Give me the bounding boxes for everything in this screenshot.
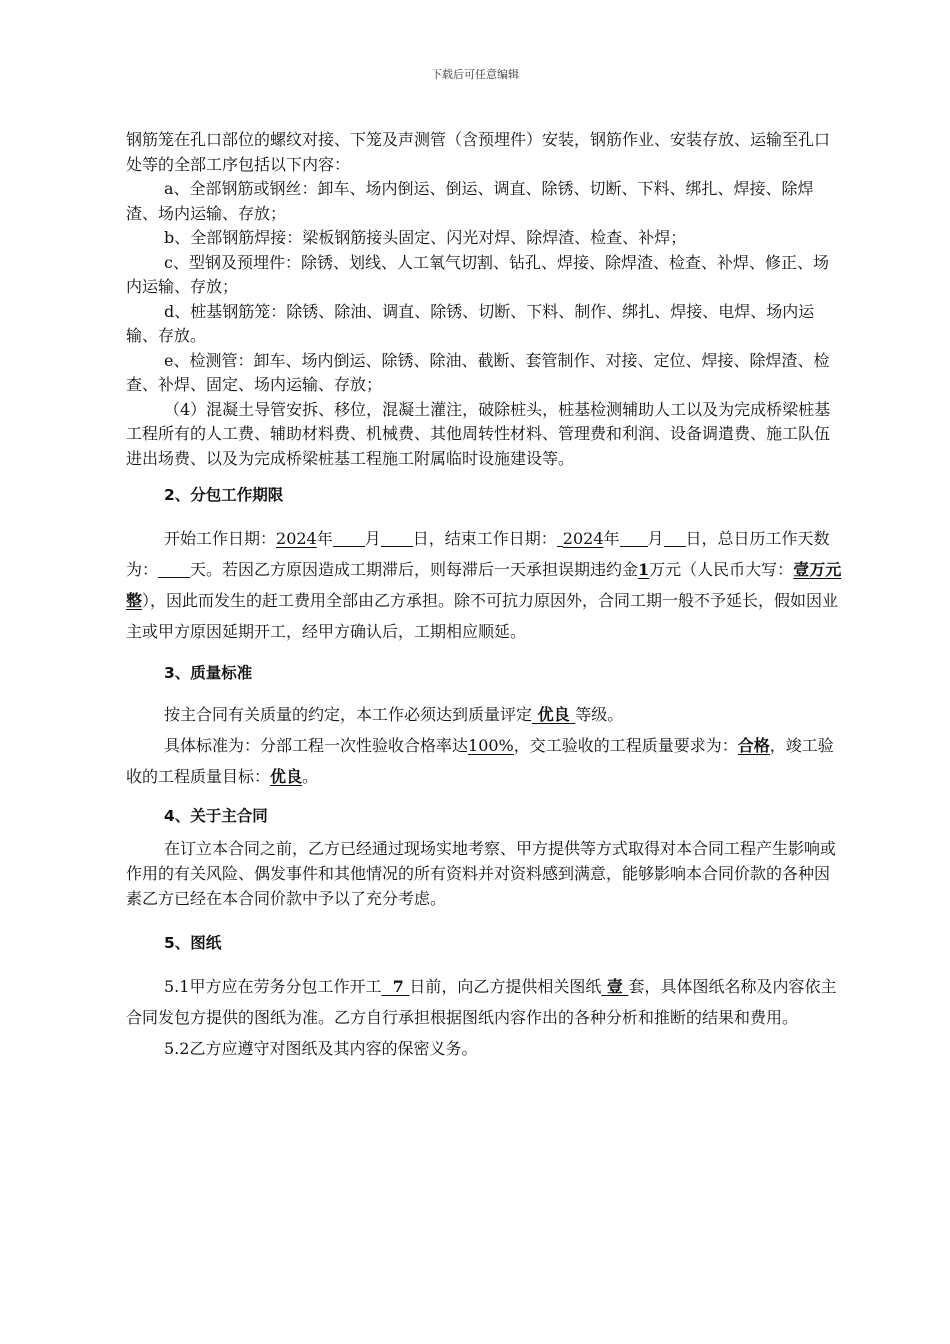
drawings-sets: 壹 xyxy=(606,977,623,996)
drawings-section xyxy=(126,971,842,1064)
end-year: 2024 xyxy=(562,529,604,548)
start-year: 2024 xyxy=(276,529,317,548)
scope-item-4: （4）混凝土导管安拆、移位，混凝土灌注，破除桩头，桩基检测辅助人工以及为完成桥梁桩基工程所有的人工费、辅助材料费、机械费、其他周转性材料、管理费和利润、设备调遣费、施工队伍进出场费、以及为完成桥梁桩基工程施工附属临时设施建设等。 xyxy=(126,399,831,468)
final-quality: 优良 xyxy=(270,767,303,786)
section-heading-term: 2、分包工作期限 xyxy=(164,486,284,504)
scope-intro: 钢筋笼在孔口部位的螺纹对接、下笼及声测管（含预埋件）安装，钢筋作业、安装存放、运输至孔口处等的全部工序包括以下内容： xyxy=(126,130,831,174)
scope-item-d: d、桩基钢筋笼：除锈、除油、调直、除锈、切断、下料、制作、绑扎、焊接、电焊、场内运输、存放。 xyxy=(126,301,815,345)
term-section xyxy=(126,523,842,647)
document-body xyxy=(126,128,842,1064)
total-days-blank xyxy=(158,559,190,578)
quality-paragraph-2: 具体标准为：分部工程一次性验收合格率达100%，交工验收的工程质量要求为：合格，竣工验收的工程质量目标：优良。 xyxy=(126,736,834,786)
term-paragraph: 开始工作日期：2024年 月 日，结束工作日期： 2024年 月 日，总日历工作天数为： 天。若因乙方原因造成工期滞后，则每滞后一天承担误期违约金1万元（人民币大写：壹万元整），因此而发生的赶工费用全部由乙方承担。除不可抗力原因外，合同工期一般不予延长，假如因业主或甲方原因延期开工，经甲方确认后，工期相应顺延。 xyxy=(126,529,842,641)
penalty-amount: 1 xyxy=(638,560,650,579)
scope-section xyxy=(126,128,842,471)
drawings-paragraph-1: 5.1甲方应在劳务分包工作开工 7 日前，向乙方提供相关图纸 壹 套，具体图纸名称及内容依主合同发包方提供的图纸为准。乙方自行承担根据图纸内容作出的各种分析和推断的结果和费用。 xyxy=(126,977,837,1027)
page-header-watermark: 下载后可任意编辑 xyxy=(431,68,519,81)
main-contract-paragraph: 在订立本合同之前，乙方已经通过现场实地考察、甲方提供等方式取得对本合同工程产生影响或作用的有关风险、偶发事件和其他情况的所有资料并对资料感到满意，能够影响本合同价款的各种因素乙方已经在本合同价款中予以了充分考虑。 xyxy=(126,839,837,908)
drawings-paragraph-2: 5.2乙方应遵守对图纸及其内容的保密义务。 xyxy=(164,1039,478,1058)
section-heading-quality: 3、质量标准 xyxy=(164,664,253,682)
quality-paragraph-1: 按主合同有关质量的约定，本工作必须达到质量评定 优良 等级。 xyxy=(164,705,624,724)
start-day-blank xyxy=(381,528,413,547)
penalty-amount-chinese: 壹万元整 xyxy=(126,560,842,610)
section-heading-drawings: 5、图纸 xyxy=(164,934,222,952)
scope-item-e: e、检测管：卸车、场内倒运、除锈、除油、截断、套管制作、对接、定位、焊接、除焊渣、检查、补焊、固定、场内运输、存放； xyxy=(126,350,830,394)
end-day-blank xyxy=(664,528,686,547)
section-heading-main-contract: 4、关于主合同 xyxy=(164,807,268,825)
handover-quality: 合格 xyxy=(737,736,770,755)
scope-item-b: b、全部钢筋焊接：梁板钢筋接头固定、闪光对焊、除焊渣、检查、补焊； xyxy=(164,228,687,247)
drawings-days: 7 xyxy=(392,977,404,996)
scope-item-c: c、型钢及预埋件：除锈、划线、人工氧气切割、钻孔、焊接、除焊渣、检查、补焊、修正、场内运输、存放； xyxy=(126,252,829,296)
end-month-blank xyxy=(620,528,648,547)
pass-rate: 100% xyxy=(468,736,514,755)
quality-section xyxy=(126,699,842,792)
quality-grade: 优良 xyxy=(537,705,570,724)
scope-item-a: a、全部钢筋或钢丝：卸车、场内倒运、倒运、调直、除锈、切断、下料、绑扎、焊接、除焊渣、场内运输、存放； xyxy=(126,179,814,223)
start-month-blank xyxy=(333,528,365,547)
